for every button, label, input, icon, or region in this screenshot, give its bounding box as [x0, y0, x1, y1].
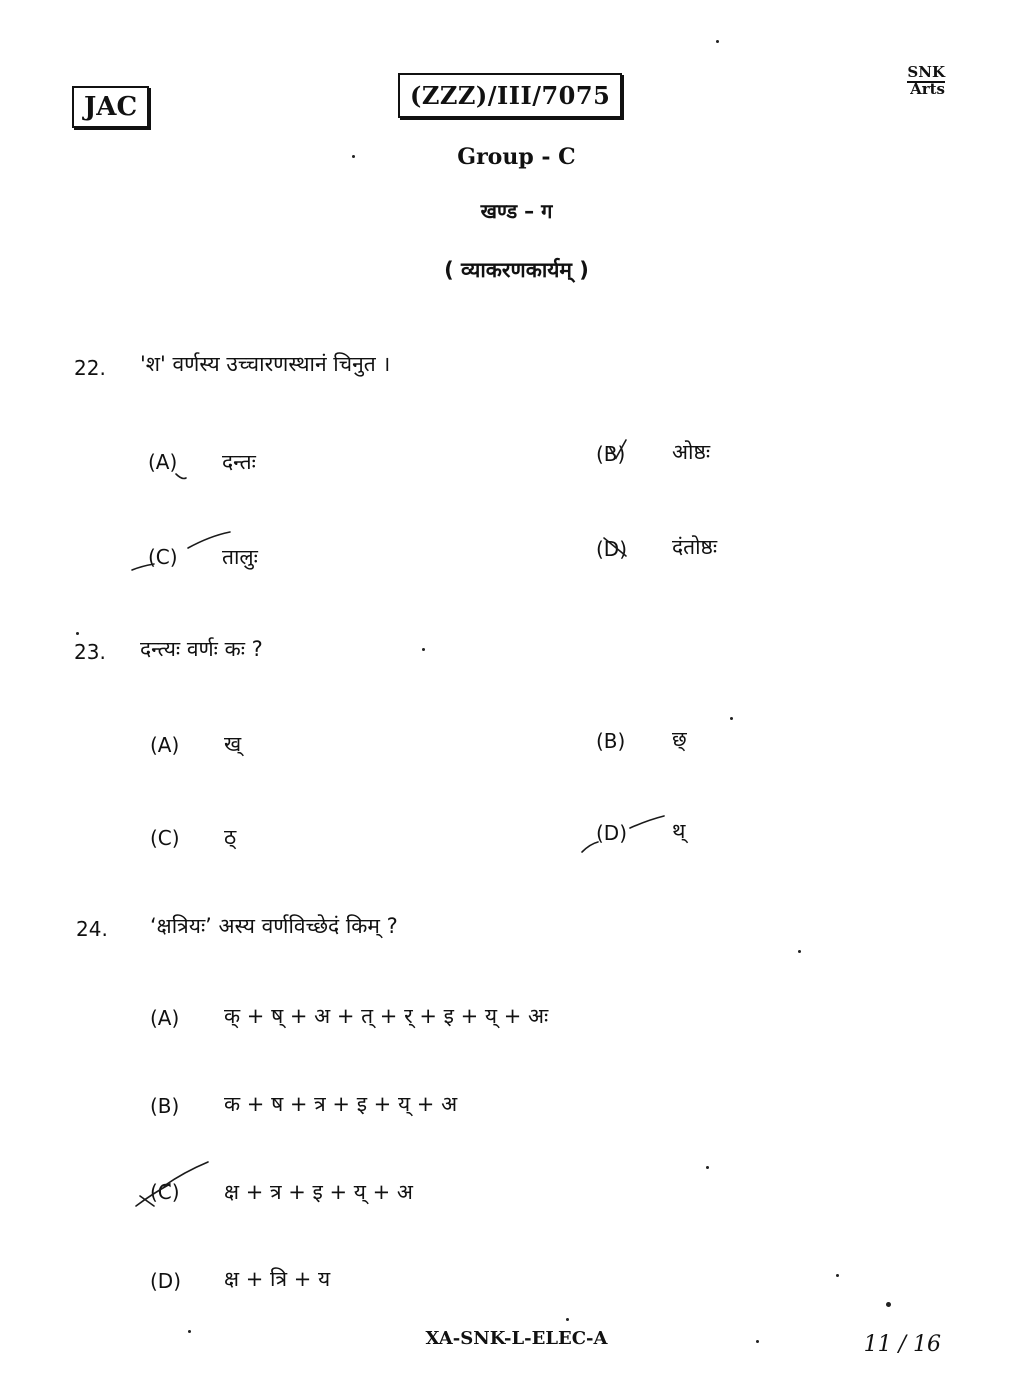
board-box: JAC — [72, 86, 149, 128]
pen-answer-mark — [164, 1162, 208, 1186]
option-text: दंतोष्ठः — [672, 535, 718, 559]
option-label[interactable]: (A) — [148, 450, 178, 474]
option-label[interactable]: (C) — [150, 826, 180, 850]
option-text: क + ष + त्र + इ + य् + अ — [224, 1092, 458, 1116]
question-text: दन्त्यः वर्णः कः ? — [140, 637, 263, 661]
question-number: 24. — [76, 917, 108, 941]
topic-heading: ( व्याकरणकार्यम् ) — [444, 258, 589, 282]
pen-answer-mark — [188, 532, 230, 548]
option-text: ओष्ठः — [672, 440, 711, 464]
pen-answer-mark — [132, 564, 154, 570]
scan-speck — [422, 648, 425, 651]
option-label[interactable]: (D) — [596, 537, 628, 561]
option-text: थ् — [672, 819, 686, 843]
scan-speck — [352, 155, 355, 158]
option-label[interactable]: (B) — [150, 1094, 180, 1118]
pen-answer-mark — [136, 1184, 170, 1206]
scan-speck — [756, 1340, 759, 1343]
page-number: 11 / 16 — [863, 1332, 941, 1357]
question-text: 'श' वर्णस्य उच्चारणस्थानं चिनुत । — [140, 352, 391, 376]
series-code: XA-SNK-L-ELEC-A — [425, 1328, 608, 1349]
pen-slash-mark — [604, 538, 626, 556]
pen-answer-mark — [582, 842, 598, 852]
option-label[interactable]: (A) — [150, 1006, 180, 1030]
option-label[interactable]: (C) — [148, 545, 178, 569]
scan-speck — [566, 1318, 569, 1321]
option-text: छ् — [672, 727, 687, 751]
option-text: तालुः — [222, 545, 258, 569]
option-label[interactable]: (D) — [150, 1269, 182, 1293]
scan-speck — [76, 632, 79, 635]
option-text: क्ष + त्र + इ + य् + अ — [224, 1180, 413, 1204]
option-label[interactable]: (B) — [596, 442, 626, 466]
scan-speck — [188, 1330, 191, 1333]
paper-code-box: (ZZZ)/III/7075 — [398, 73, 622, 118]
subject-code: SNK — [907, 63, 945, 81]
pen-answer-mark — [630, 816, 664, 828]
scan-speck — [836, 1274, 839, 1277]
option-text: ठ् — [224, 825, 237, 849]
option-label[interactable]: (B) — [596, 729, 626, 753]
option-label[interactable]: (C) — [150, 1180, 180, 1204]
pen-tick-mark — [176, 474, 186, 479]
question-number: 23. — [74, 640, 106, 664]
option-text: क्ष + त्रि + य — [224, 1267, 331, 1291]
option-label[interactable]: (D) — [596, 821, 628, 845]
question-text: ‘क्षत्रियः’ अस्य वर्णविच्छेदं किम् ? — [150, 914, 398, 938]
pen-check-mark — [610, 440, 626, 458]
option-text: क् + ष् + अ + त् + र् + इ + य् + अः — [224, 1004, 549, 1028]
question-number: 22. — [74, 356, 106, 380]
scan-speck — [798, 950, 801, 953]
option-text: ख् — [224, 732, 242, 756]
scan-speck — [706, 1166, 709, 1169]
khand-heading: खण्ड – ग — [480, 199, 553, 223]
scan-speck — [730, 717, 733, 720]
scan-speck — [886, 1302, 891, 1307]
stream-label: Arts — [910, 80, 945, 98]
option-label[interactable]: (A) — [150, 733, 180, 757]
scan-speck — [716, 40, 719, 43]
group-heading: Group - C — [457, 144, 576, 170]
option-text: दन्तः — [222, 450, 256, 474]
